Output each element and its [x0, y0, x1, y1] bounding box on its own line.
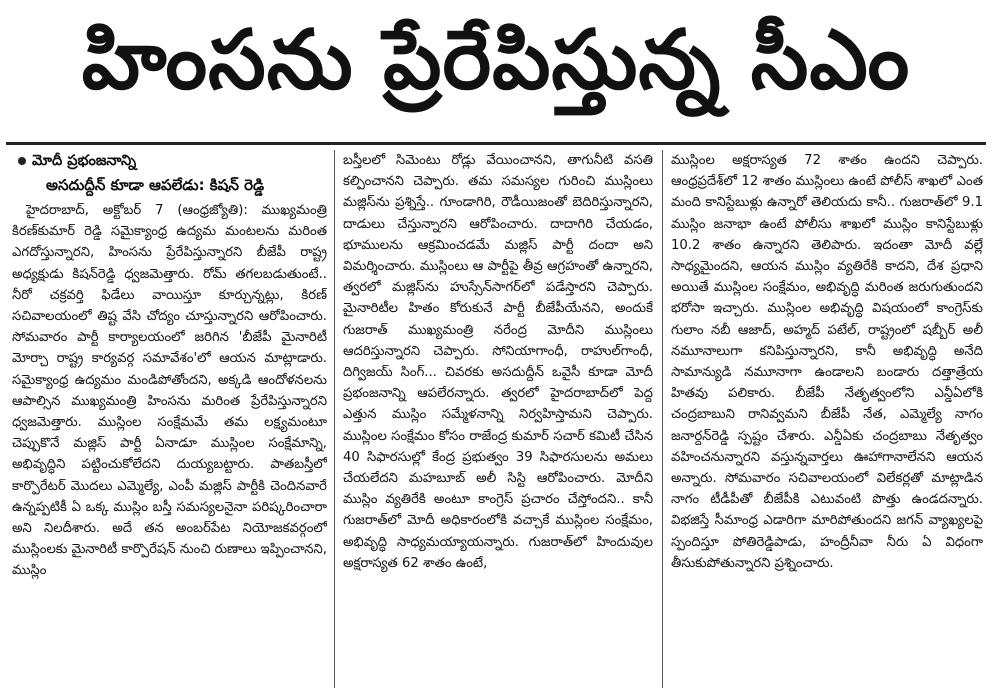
subheadline: అసదుద్దీన్ కూడా ఆపలేడు: కిషన్ రెడ్డి: [46, 176, 265, 194]
headline: హింసను ప్రేరేపిస్తున్న సీఎం: [81, 12, 911, 108]
kicker-text: మోదీ ప్రభంజనాన్ని: [32, 153, 137, 169]
article-column-2: [343, 150, 653, 690]
column-text: హైదరాబాద్, అక్టోబర్ 7 (ఆంధ్రజ్యోతి): ముఖ్యమంత్రి కిరణ్‌కుమార్ రెడ్డి సమైక్యాంధ్ర ఉద్యమ మంటలను మరింత ఎగదోస్తున్నారని, హింసను ప్రేరేపిస్తున్నారని బీజేపీ రాష్ట్ర అధ్యక్షుడు కిషన్‌రెడ్డి ధ్వజమెత్తారు. రోమ్ తగలబడుతుంటే.. నీరో చక్రవర్తి ఫిడేలు వాయిస్తూ కూర్చున్నట్లు, కిరణ్ సచివాలయంలో తిష్ట వేసి చోద్యం చూస్తున్నారని ఆరోపించారు. సోమవారం పార్టీ కార్యాలయంలో జరిగిన 'బీజేపీ మైనారిటీ మోర్చా రాష్ట్ర కార్యవర్గ సమావేశం'లో ఆయన మాట్లాడారు. సమైక్యాంధ్ర ఉద్యమం మండిపోతోందని, అక్కడి ఆందోళనలను ఆపాల్సిన ముఖ్యమంత్రి హింసను మరింత ప్రేరేపిస్తున్నారని ధ్వజమెత్తారు. ముస్లింల సంక్షేమమే తమ లక్ష్యమంటూ చెప్పుకొనే మజ్లిస్ పార్టీ ఏనాడూ ముస్లింల సంక్షేమాన్ని, అభివృద్ధిని పట్టించుకోలేదని దుయ్యబట్టారు. పాతబస్తీలో కార్పొరేటర్ మొదలు ఎమ్మెల్యే, ఎంపీ మజ్లిస్ పార్టీకి చెందినవారే ఉన్నప్పటికీ ఏ ఒక్క ముస్లిం బస్తీ సమస్యలనైనా పరిష్కరించారా అని నిలదీశారు. అదే తన అంబర్‌పేట నియోజకవర్గంలో ముస్లింలకు మైనారిటీ కార్పొరేషన్ నుంచి రుణాలు ఇప్పించానని, ముస్లిం: [12, 203, 327, 579]
article-column-3: [671, 150, 983, 690]
bullet-icon: [18, 157, 26, 165]
column-divider: [662, 150, 663, 688]
column-text: ముస్లింల అక్షరాస్యత 72 శాతం ఉందని చెప్పారు. ఆంధ్రప్రదేశ్‌లో 12 శాతం ముస్లింలు ఉంటే పోలీస్ శాఖలో ఎంత మంది కానిస్టేబుళ్లు ఉన్నారో తెలియదు కానీ.. గుజరాత్‌లో 9.1 ముస్లిం జనాభా ఉంటే పోలీసు శాఖలో ముస్లిం కానిస్టేబుళ్లు 10.2 శాతం ఉన్నారని తెలిపారు. ఇదంతా మోదీ వల్లే సాధ్యమైందని, ఆయన ముస్లిం వ్యతిరేకి కాదని, దేశ ప్రధాని అయితే ముస్లింల సంక్షేమం, అభివృద్ధి మరింత జరుగుతుందని భరోసా ఇచ్చారు. ముస్లింల అభివృద్ధి విషయంలో కాంగ్రెస్‌కు గులాం నబీ ఆజాద్, అహ్మద్ పటేల్, రాష్ట్రంలో షబ్బీర్ అలీ నమూనాలుగా కనిపిస్తున్నారని, కానీ అభివృద్ధి అనేది సామాన్యుడి నమూనాగా ఉండాలని బండారు దత్తాత్రేయ హితవు పలికారు. బీజేపీ నేతృత్వంలోని ఎన్డీఏలోకి చంద్రబాబుని రానివ్వమని బీజేపీ నేత, ఎమ్మెల్యే నాగం జనార్దన్‌రెడ్డి స్పష్టం చేశారు. ఎన్డీఏకు చంద్రబాబు నేతృత్వం వహించనున్నారని వస్తున్నవార్తలు ఊహాగానాలేనని ఆయన అన్నారు. సోమవారం సచివాలయంలో విలేకర్లతో మాట్లాడిన నాగం టీడీపీతో బీజేపీకి ఎటువంటి పొత్తు ఉండదన్నారు. విభజిస్తే సీమాంధ్ర ఎడారిగా మారిపోతుందని జగన్ వ్యాఖ్యలపై స్పందిస్తూ పోతిరెడ్డిపాడు, హంద్రీనీవా నీరు ఏ విధంగా తీసుకుపోతున్నారని ప్రశ్నించారు.: [671, 153, 983, 571]
column-divider: [334, 150, 335, 688]
article-column-1: [12, 150, 327, 690]
column-text: బస్తీలలో సిమెంటు రోడ్లు వేయించానని, తాగునీటి వసతి కల్పించానని చెప్పారు. తమ సమస్యల గురించి ముస్లింలు మజ్లిస్‌ను ప్రశ్నిస్తే.. గూండాగిరి, రౌడీయిజంతో బెదిరిస్తున్నారని, దాడులు చేస్తున్నారని ఆరోపించారు. దాదాగిరి చేయడం, భూములను ఆక్రమించడమే మజ్లిస్ పార్టీ దందా అని విమర్శించారు. ముస్లింలు ఆ పార్టీపై తీవ్ర ఆగ్రహంతో ఉన్నారని, త్వరలో మజ్లిస్‌ను హుస్సేన్‌సాగర్‌లో పడేస్తారని చెప్పారు. మైనారిటీల హితం కోరుకునే పార్టీ బీజేపీయేనని, అందుకే గుజరాత్ ముఖ్యమంత్రి నరేంద్ర మోదీని ముస్లింలు ఆదరిస్తున్నారని చెప్పారు. సోనియాగాంధీ, రాహుల్‌గాంధీ, దిగ్విజయ్ సింగ్... చివరకు అసదుద్దీన్ ఒవైసీ కూడా మోదీ ప్రభంజనాన్ని ఆపలేరన్నారు. త్వరలో హైదరాబాద్‌లో పెద్ద ఎత్తున ముస్లిం సమ్మేళనాన్ని నిర్వహిస్తామని చెప్పారు. ముస్లింల సంక్షేమం కోసం రాజేంద్ర కుమార్ సచార్ కమిటీ చేసిన 40 సిఫారసుల్లో కేంద్ర ప్రభుత్వం 39 సిఫారసులను అమలు చేయలేదని మహబూబ్ అలీ సిస్టి ఆరోపించారు. మోదీని ముస్లిం వ్యతిరేకి అంటూ కాంగ్రెస్ ప్రచారం చేస్తోందని.. కానీ గుజరాత్‌లో మోదీ అధికారంలోకి వచ్చాకే ముస్లింల సంక్షేమం, అభివృద్ధి సాధ్యమయ్యాయన్నారు. గుజరాత్‌లో హిందువుల అక్షరాస్యత 62 శాతం ఉంటే,: [343, 153, 653, 571]
headline-rule: [6, 142, 986, 145]
kicker: [12, 150, 327, 172]
